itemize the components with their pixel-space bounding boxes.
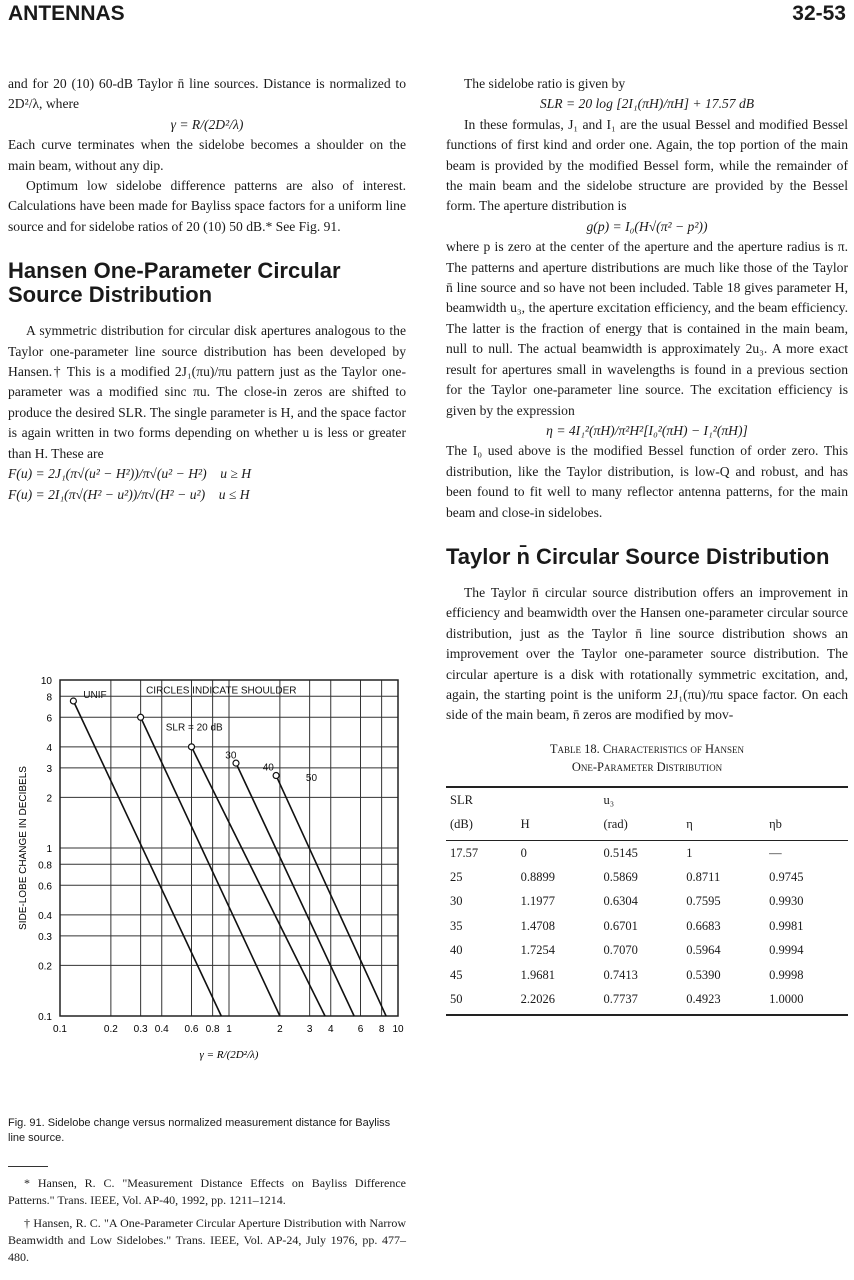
table-cell: 25	[450, 870, 463, 884]
y-tick-label: 0.1	[38, 1012, 52, 1023]
table-cell: 0.6683	[686, 918, 721, 933]
paragraph: where p is zero at the center of the aperture and the aperture radius is π. The patterns and aperture distributions are much like those of the Taylor n̄ line source and so have not been included. Table 18 gives parameter H, beamwidth u₃, the aperture excitation efficiency, and the beam efficiency. The latter is the fraction of energy that is contained in the main beam, null to null. The actual beamwidth is approximately 2u₃. A more exact result for apertures small in wavelengths is found in a previous section for the Taylor one-parameter line source. The excitation efficiency is given by the expression	[446, 239, 848, 418]
table-cell: 1.0000	[765, 987, 848, 1015]
table-cell: 0.7413	[603, 967, 638, 982]
table-cell: 35	[450, 918, 463, 933]
table-row	[446, 865, 848, 889]
equation: g(p) = I₀(H√(π² − p²))	[586, 218, 708, 234]
table-cell: 45	[450, 967, 463, 982]
y-axis-label: SIDE-LOBE CHANGE IN DECIBELS	[18, 766, 29, 930]
right-column	[446, 74, 848, 1016]
table-cell: 0.7737	[599, 987, 682, 1015]
table-header: (rad)	[599, 812, 682, 840]
table-header	[517, 787, 600, 812]
table-cell: 0.5964	[686, 943, 721, 958]
table-cell: 0.5145	[603, 845, 638, 860]
footnote: † Hansen, R. C. "A One-Parameter Circular Aperture Distribution with Narrow Beamwidth and Low Sidelobes." Trans. IEEE, Vol. AP-24, July 1976, pp. 477–480.	[8, 1216, 406, 1264]
table-cell: 0.8711	[686, 870, 721, 884]
y-tick-label: 3	[46, 763, 52, 775]
footnote-rule	[8, 1166, 48, 1167]
figure-caption: Fig. 91. Sidelobe change versus normalized measurement distance for Bayliss line source.	[8, 1117, 391, 1144]
paragraph: Each curve terminates when the sidelobe becomes a shoulder on the main beam, without any dip.	[8, 137, 406, 173]
figure-91-chart	[14, 666, 414, 1086]
paragraph: The I₀ used above is the modified Bessel function of order zero. This distribution, like the Taylor distribution, is low-Q and robust, and has been found to fit well to many reflector antenna patterns, for the main beam and close-in sidelobes.	[446, 443, 848, 520]
x-tick-label: 6	[357, 1024, 364, 1035]
footnotes	[8, 1166, 406, 1272]
shoulder-marker	[70, 698, 76, 704]
table-header: SLR	[446, 787, 517, 812]
shoulder-marker	[189, 744, 195, 750]
equation: SLR = 20 log [2I₁(πH)/πH] + 17.57 dB	[539, 96, 755, 112]
paragraph: and for 20 (10) 60-dB Taylor n̄ line sources. Distance is normalized to 2D²/λ, where	[8, 76, 406, 112]
equation-condition: u ≤ H	[218, 486, 250, 502]
x-tick-label: 0.8	[205, 1024, 220, 1035]
table-header-row	[446, 812, 848, 840]
table-cell: 50	[446, 987, 517, 1015]
table-cell: 0.9981	[769, 918, 804, 933]
table-cell: 0	[520, 845, 527, 860]
series-label: 50	[305, 773, 318, 785]
table-cell: 2.2026	[517, 987, 600, 1015]
x-tick-label: 0.4	[154, 1024, 169, 1035]
y-tick-label: 1	[46, 844, 52, 855]
table-cell: 0.9930	[769, 894, 804, 909]
paragraph: Optimum low sidelobe difference patterns are also of interest. Calculations have been made for Bayliss space factors for a uniform line source and for sidelobe ratios of 20 (10) 50 dB.* See Fig. 91.	[8, 178, 406, 234]
left-column	[8, 74, 406, 505]
y-tick-label: 2	[46, 793, 52, 805]
table-cell: 1.9681	[520, 967, 555, 982]
x-tick-label: 4	[327, 1024, 334, 1035]
footnote: * Hansen, R. C. "Measurement Distance Effects on Bayliss Difference Patterns." Trans. IEEE, Vol. AP-40, 1992, pp. 1211–1214.	[8, 1176, 406, 1207]
table-cell: 0.8899	[520, 870, 555, 884]
table-caption-line: One-Parameter Distribution	[571, 759, 723, 774]
x-tick-label: 1	[226, 1024, 232, 1035]
table-cell: 0.5390	[686, 967, 721, 982]
equation: γ = R/(2D²/λ)	[170, 116, 244, 132]
x-tick-label: 10	[392, 1024, 404, 1035]
table-row	[446, 840, 848, 865]
table-cell: 0.9745	[769, 870, 804, 884]
table-header: (dB)	[446, 812, 517, 840]
y-tick-label: 0.4	[38, 910, 52, 922]
table-header	[682, 787, 765, 812]
x-tick-label: 0.6	[184, 1024, 199, 1035]
table-cell: 1.1977	[520, 894, 555, 909]
running-title: ANTENNAS	[8, 2, 125, 25]
table-caption-line: Table 18. Characteristics of Hansen	[549, 741, 745, 756]
y-tick-label: 0.3	[38, 931, 52, 943]
table-cell: 0.7070	[603, 943, 638, 958]
table-cell: —	[769, 845, 782, 860]
series-line	[73, 701, 221, 1016]
table-header-row	[446, 787, 848, 812]
shoulder-marker	[138, 714, 144, 720]
y-tick-label: 0.2	[38, 961, 52, 973]
equation-condition: u ≥ H	[220, 466, 252, 482]
table-caption	[446, 740, 848, 776]
chart-annotation: CIRCLES INDICATE SHOULDER	[146, 685, 297, 697]
table-cell: 0.6701	[603, 918, 638, 933]
page-number: 32-53	[792, 2, 846, 25]
x-tick-label: 8	[378, 1024, 385, 1035]
series-line	[236, 763, 354, 1016]
table-row	[446, 914, 848, 938]
table-header	[765, 787, 848, 812]
section-heading: Hansen One-Parameter Circular Source Distribution	[8, 258, 341, 308]
y-tick-label: 8	[46, 692, 52, 704]
table-row	[446, 938, 848, 962]
section-heading: Taylor n̄ Circular Source Distribution	[446, 543, 830, 569]
shoulder-marker	[273, 773, 279, 779]
paragraph: In these formulas, J₁ and I₁ are the usual Bessel and modified Bessel functions of first kind and order one. Again, the top portion of the main beam is provided by the modified Bessel form, while the remainder of the main beam and the sidelobe structure are provided by the Bessel form. The aperture distribution is	[446, 116, 848, 214]
table-row	[446, 987, 848, 1015]
series-line	[192, 747, 326, 1016]
table-cell: 30	[450, 894, 463, 909]
equation: η = 4I₁²(πH)/π²H²[I₀²(πH) − I₁²(πH)]	[546, 422, 748, 438]
y-tick-label: 6	[46, 713, 52, 725]
page-header	[0, 0, 854, 28]
equation	[8, 464, 406, 484]
y-tick-label: 4	[46, 742, 52, 754]
y-tick-label: 0.6	[38, 881, 52, 893]
y-tick-label: 10	[40, 676, 52, 687]
table-cell: 17.57	[450, 845, 479, 860]
data-table	[446, 786, 848, 1017]
equation-formula: F(u) = 2J₁(π√(u² − H²))/π√(u² − H²)	[8, 466, 207, 482]
x-tick-label: 3	[306, 1024, 313, 1035]
table-header: H	[517, 812, 600, 840]
table-cell: 40	[450, 943, 463, 958]
x-tick-label: 2	[277, 1024, 283, 1035]
x-tick-label: 0.1	[53, 1024, 67, 1035]
table-cell: 0.4923	[682, 987, 765, 1015]
paragraph: The sidelobe ratio is given by	[464, 76, 626, 91]
table-header: ηb	[765, 812, 848, 840]
table-header: u₃	[599, 787, 682, 812]
table-cell: 0.9994	[769, 943, 804, 958]
series-label: 30	[225, 750, 237, 762]
x-tick-label: 0.3	[133, 1024, 148, 1035]
table-cell: 0.5869	[603, 870, 638, 884]
equation-formula: F(u) = 2I₁(π√(H² − u²))/π√(H² − u²)	[8, 486, 206, 502]
series-label: 40	[262, 762, 274, 774]
table-cell: 0.6304	[603, 894, 638, 909]
paragraph: The Taylor n̄ circular source distribution offers an improvement in efficiency and beamwidth over the Hansen one-parameter circular source distribution, just as the Taylor n̄ line source distribution shows an improvement over the Taylor one-parameter source distribution. The circular aperture is a disk with rotationally symmetric excitation, and, again, the starting point is the uniform 2J₁(πu)/πu space factor. On each side of the main beam, n̄ zeros are modified by mov-	[446, 584, 848, 723]
table-cell: 0.9998	[769, 967, 804, 982]
table-row	[446, 889, 848, 913]
x-axis-label: γ = R/(2D²/λ)	[199, 1049, 259, 1061]
table-cell: 1.4708	[520, 918, 555, 933]
x-tick-label: 0.2	[103, 1024, 118, 1035]
series-label: SLR = 20 dB	[165, 722, 223, 734]
table-header: η	[682, 812, 765, 840]
table-cell: 1.7254	[520, 943, 555, 958]
table-cell: 1	[686, 845, 693, 860]
equation	[8, 485, 406, 505]
paragraph: A symmetric distribution for circular disk apertures analogous to the Taylor one-parameter line source distribution has been developed by Hansen.† This is a modified 2J₁(πu)/πu pattern just as the Taylor one-parameter was a modified sinc πu. The close-in zeros are shifted to produce the desired SLR. The single parameter is H, and the space factor is again written in two forms depending on whether u is less or greater than H. These are	[8, 323, 406, 461]
table-cell: 0.7595	[686, 894, 721, 909]
table-row	[446, 963, 848, 987]
y-tick-label: 0.8	[38, 860, 52, 872]
series-label: UNIF	[83, 690, 107, 702]
